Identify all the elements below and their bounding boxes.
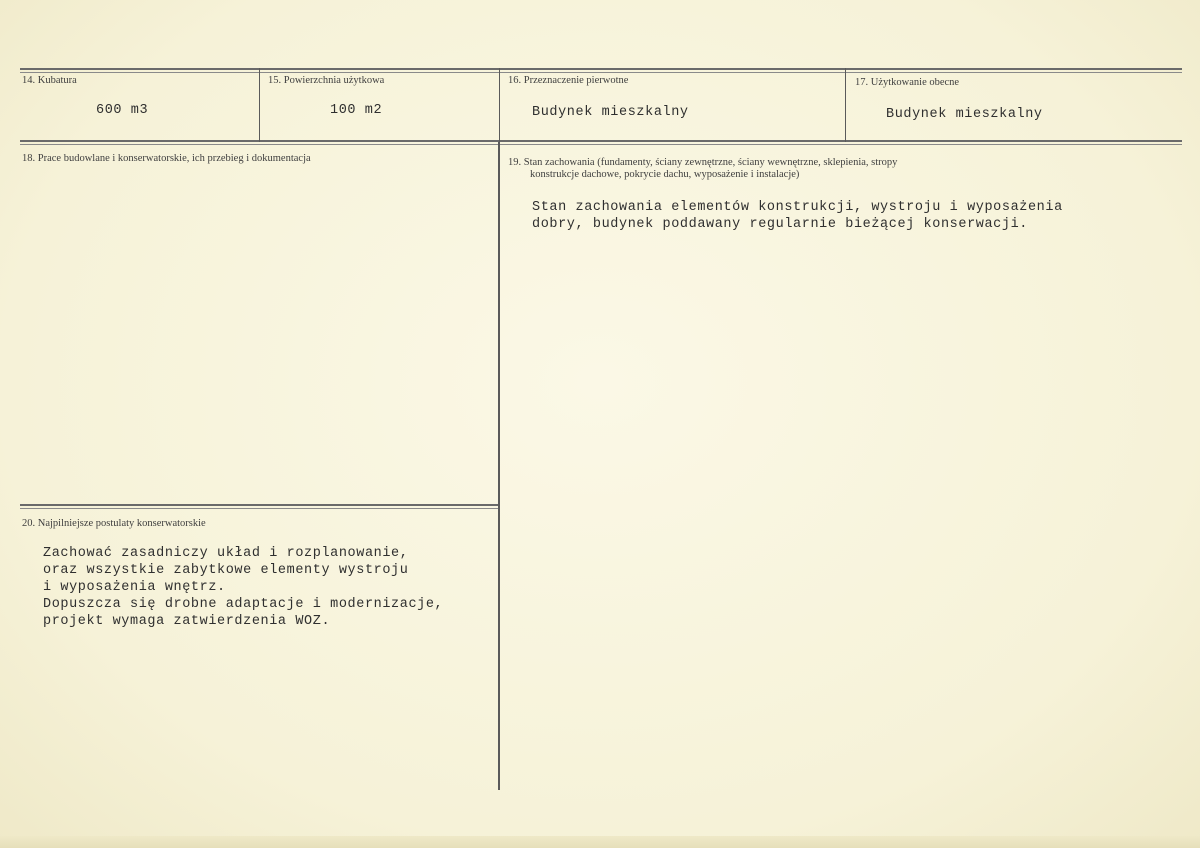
field-19-label-line1: 19. Stan zachowania (fundamenty, ściany zewnętrzne, ściany wewnętrzne, sklepienia, stropy xyxy=(508,157,898,168)
section-18-20-rule-thin xyxy=(20,508,498,509)
top-rule xyxy=(20,68,1182,70)
field-15-value: 100 m2 xyxy=(330,103,383,118)
field-14-label: 14. Kubatura xyxy=(22,75,77,86)
divider-16-17 xyxy=(845,68,846,142)
field-15-label: 15. Powierzchnia użytkowa xyxy=(268,75,385,86)
field-19-label-line2: konstrukcje dachowe, pokrycie dachu, wyposażenie i instalacje) xyxy=(530,169,800,180)
field-20-label: 20. Najpilniejsze postulaty konserwatorskie xyxy=(22,518,206,529)
card-bottom-edge xyxy=(0,836,1200,848)
field-18-label: 18. Prace budowlane i konserwatorskie, ich przebieg i dokumentacja xyxy=(22,153,311,164)
section-18-20-rule xyxy=(20,504,498,506)
field-14-value: 600 m3 xyxy=(96,103,149,118)
main-divider xyxy=(498,142,500,790)
top-rule-thin xyxy=(20,72,1182,73)
field-20-line-4: Dopuszcza się drobne adaptacje i modernizacje, xyxy=(43,597,444,612)
field-16-value: Budynek mieszkalny xyxy=(532,105,689,120)
field-20-line-3: i wyposażenia wnętrz. xyxy=(43,580,226,595)
row1-bottom-rule-thin xyxy=(20,144,1182,145)
field-20-line-1: Zachować zasadniczy układ i rozplanowanie, xyxy=(43,546,409,561)
divider-14-15 xyxy=(259,68,260,142)
field-16-label: 16. Przeznaczenie pierwotne xyxy=(508,75,629,86)
field-17-value: Budynek mieszkalny xyxy=(886,107,1043,122)
field-19-value-line2: dobry, budynek poddawany regularnie bieżącej konserwacji. xyxy=(532,217,1028,232)
divider-15-16 xyxy=(499,68,500,142)
field-17-label: 17. Użytkowanie obecne xyxy=(855,77,960,88)
field-19-value-line1: Stan zachowania elementów konstrukcji, wystroju i wyposażenia xyxy=(532,200,1063,215)
field-20-line-2: oraz wszystkie zabytkowe elementy wystroju xyxy=(43,563,409,578)
row1-bottom-rule xyxy=(20,140,1182,142)
field-20-line-5: projekt wymaga zatwierdzenia WOZ. xyxy=(43,614,331,629)
